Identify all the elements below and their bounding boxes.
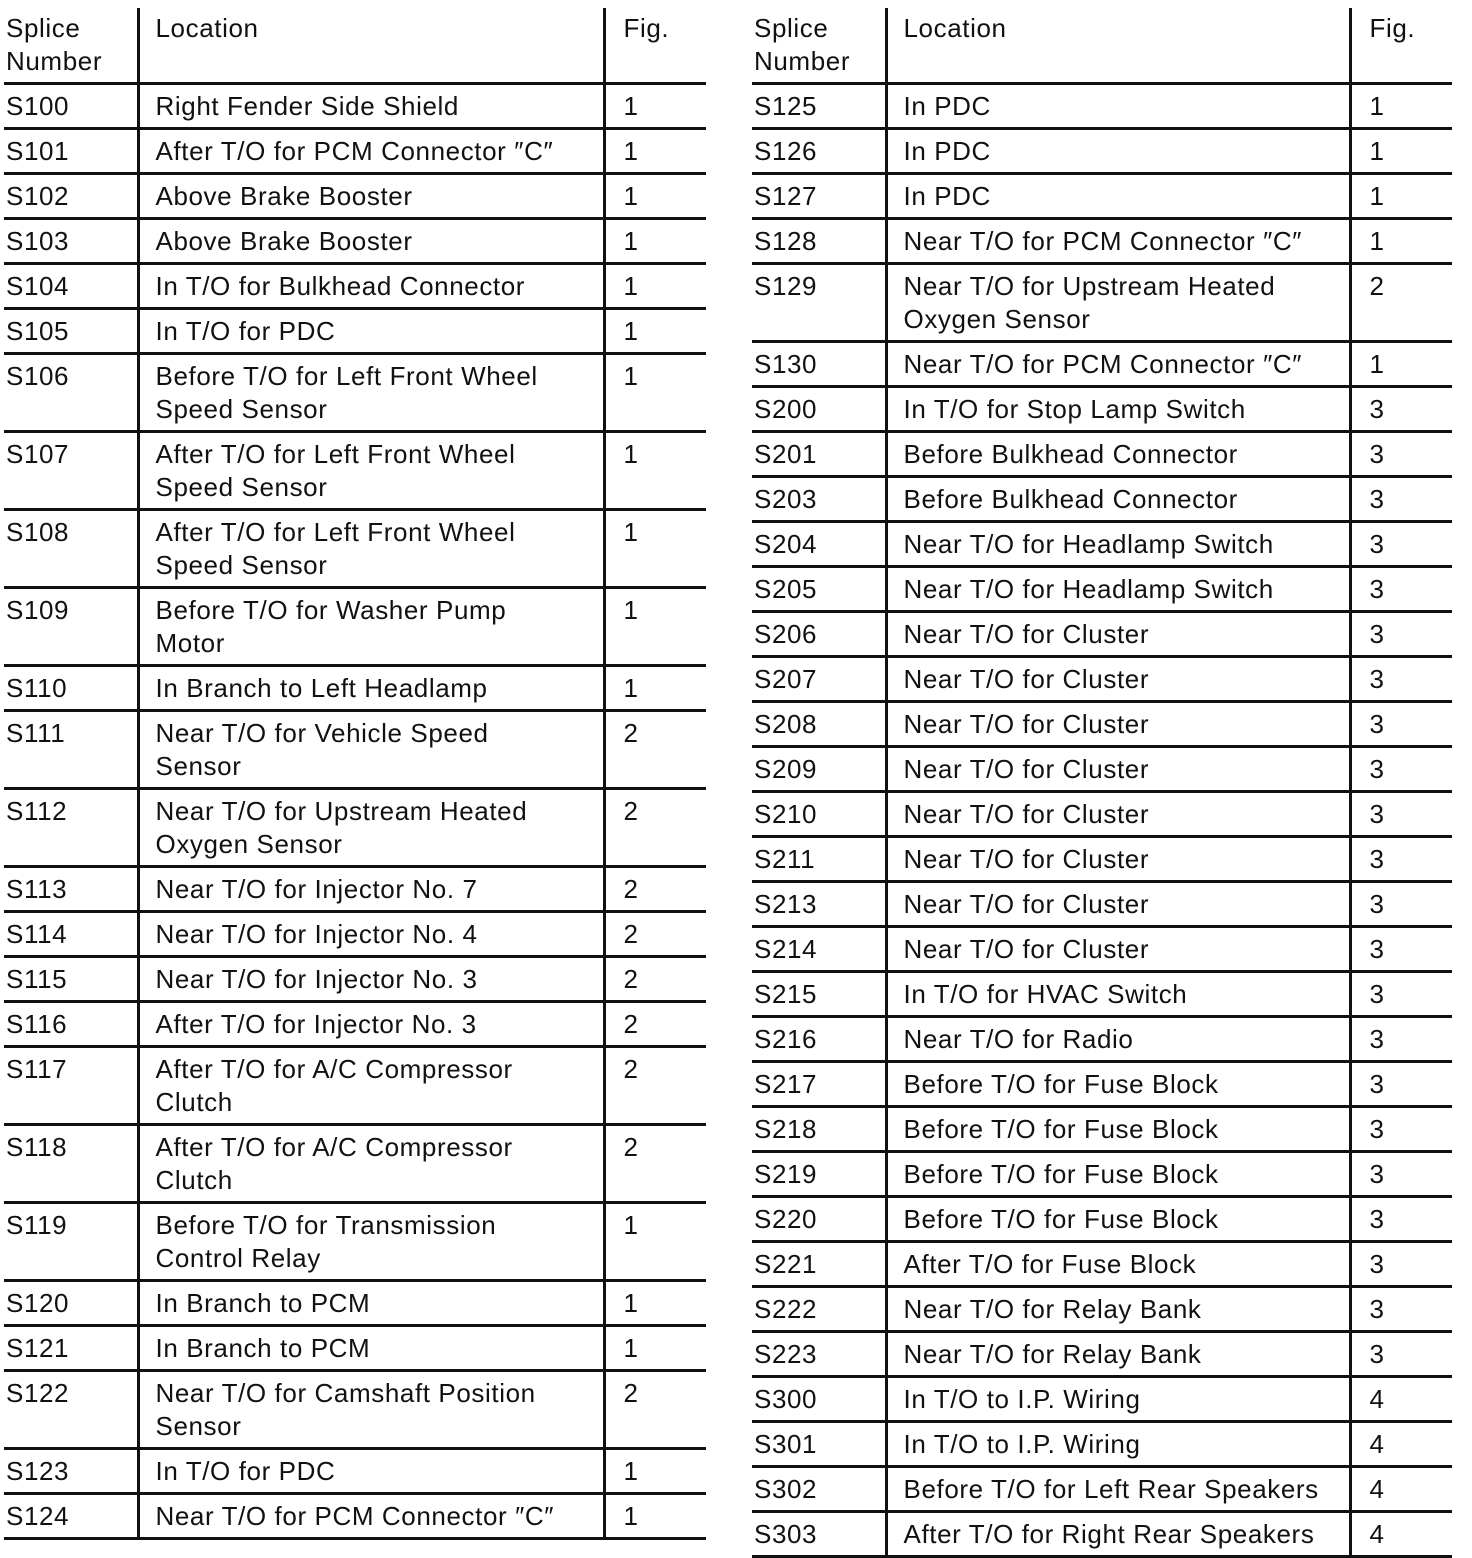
table-row <box>4 1047 706 1125</box>
splice-number-cell: S107 <box>6 439 70 469</box>
splice-number-cell: S111 <box>6 718 66 748</box>
splice-number-cell: S301 <box>754 1429 818 1459</box>
fig-cell: 1 <box>1350 219 1452 264</box>
location-cell: In T/O for Stop Lamp Switch <box>886 387 1350 432</box>
table-row <box>752 1152 1452 1197</box>
fig-cell: 1 <box>604 174 706 219</box>
header-splice-number: Splice Number <box>6 13 103 76</box>
location-cell: Above Brake Booster <box>138 219 604 264</box>
splice-number-cell: S214 <box>754 934 818 964</box>
splice-number-cell: S200 <box>754 394 818 424</box>
fig-cell: 2 <box>604 1125 706 1203</box>
splice-number-cell: S204 <box>754 529 818 559</box>
fig-cell: 1 <box>604 129 706 174</box>
location-cell: Near T/O for Cluster <box>886 792 1350 837</box>
fig-cell: 1 <box>604 666 706 711</box>
fig-cell: 4 <box>1350 1377 1452 1422</box>
table-row <box>4 1449 706 1494</box>
splice-number-cell: S121 <box>6 1333 70 1363</box>
location-cell: Near T/O for Cluster <box>886 882 1350 927</box>
table-row <box>752 1332 1452 1377</box>
splice-number-cell: S101 <box>6 136 70 166</box>
table-row <box>4 1281 706 1326</box>
splice-number-cell: S124 <box>6 1501 70 1531</box>
fig-cell: 3 <box>1350 1107 1452 1152</box>
location-cell: Near T/O for Injector No. 7 <box>138 867 604 912</box>
location-cell: Before Bulkhead Connector <box>886 477 1350 522</box>
fig-cell: 3 <box>1350 972 1452 1017</box>
location-cell: After T/O for PCM Connector ″C″ <box>138 129 604 174</box>
splice-number-cell: S109 <box>6 595 70 625</box>
location-cell: Near T/O for Relay Bank <box>886 1332 1350 1377</box>
header-row <box>752 8 1452 84</box>
fig-cell: 3 <box>1350 837 1452 882</box>
location-cell: In PDC <box>886 129 1350 174</box>
table-row <box>752 882 1452 927</box>
splice-number-cell: S211 <box>754 844 816 874</box>
table-row <box>752 342 1452 387</box>
table-row <box>752 1062 1452 1107</box>
table-row <box>752 477 1452 522</box>
header-location: Location <box>138 8 604 84</box>
location-cell: Near T/O for Upstream Heated Oxygen Sensor <box>886 264 1350 342</box>
fig-cell: 1 <box>604 309 706 354</box>
fig-cell: 3 <box>1350 927 1452 972</box>
location-cell: Near T/O for Relay Bank <box>886 1287 1350 1332</box>
location-cell: Near T/O for PCM Connector ″C″ <box>138 1494 604 1539</box>
fig-cell: 3 <box>1350 567 1452 612</box>
table-row <box>4 264 706 309</box>
location-cell: Before Bulkhead Connector <box>886 432 1350 477</box>
fig-cell: 3 <box>1350 792 1452 837</box>
table-row <box>752 129 1452 174</box>
splice-number-cell: S208 <box>754 709 818 739</box>
header-fig: Fig. <box>1350 8 1452 84</box>
fig-cell: 1 <box>1350 129 1452 174</box>
fig-cell: 1 <box>604 354 706 432</box>
splice-number-cell: S128 <box>754 226 818 256</box>
table-row <box>752 84 1452 129</box>
location-cell: Near T/O for Injector No. 4 <box>138 912 604 957</box>
splice-number-cell: S130 <box>754 349 818 379</box>
table-row <box>752 174 1452 219</box>
table-row <box>4 1002 706 1047</box>
location-cell: Near T/O for PCM Connector ″C″ <box>886 219 1350 264</box>
splice-number-cell: S123 <box>6 1456 70 1486</box>
splice-number-cell: S222 <box>754 1294 818 1324</box>
table-row <box>752 264 1452 342</box>
table-row <box>752 927 1452 972</box>
fig-cell: 3 <box>1350 1242 1452 1287</box>
fig-cell: 3 <box>1350 432 1452 477</box>
splice-number-cell: S303 <box>754 1519 818 1549</box>
location-cell: Before T/O for Washer Pump Motor <box>138 588 604 666</box>
table-row <box>752 1107 1452 1152</box>
location-cell: In T/O for PDC <box>138 309 604 354</box>
fig-cell: 3 <box>1350 657 1452 702</box>
splice-number-cell: S112 <box>6 796 68 826</box>
fig-cell: 3 <box>1350 477 1452 522</box>
fig-cell: 4 <box>1350 1467 1452 1512</box>
fig-cell: 1 <box>604 264 706 309</box>
table-row <box>4 129 706 174</box>
splice-number-cell: S201 <box>754 439 818 469</box>
splice-number-cell: S110 <box>6 673 68 703</box>
splice-number-cell: S218 <box>754 1114 818 1144</box>
fig-cell: 3 <box>1350 702 1452 747</box>
table-row <box>752 1377 1452 1422</box>
location-cell: Before T/O for Left Front Wheel Speed Sensor <box>138 354 604 432</box>
table-row <box>752 1467 1452 1512</box>
location-cell: Near T/O for Injector No. 3 <box>138 957 604 1002</box>
splice-number-cell: S129 <box>754 271 818 301</box>
splice-number-cell: S210 <box>754 799 818 829</box>
fig-cell: 1 <box>1350 174 1452 219</box>
splice-number-cell: S219 <box>754 1159 818 1189</box>
location-cell: In Branch to Left Headlamp <box>138 666 604 711</box>
splice-table-right <box>752 8 1452 1558</box>
location-cell: Near T/O for Headlamp Switch <box>886 522 1350 567</box>
location-cell: After T/O for Injector No. 3 <box>138 1002 604 1047</box>
splice-number-cell: S105 <box>6 316 70 346</box>
splice-number-cell: S104 <box>6 271 70 301</box>
splice-number-cell: S221 <box>754 1249 818 1279</box>
table-row <box>4 1371 706 1449</box>
fig-cell: 2 <box>1350 264 1452 342</box>
location-cell: In T/O to I.P. Wiring <box>886 1422 1350 1467</box>
header-splice-number: Splice Number <box>754 13 851 76</box>
splice-number-cell: S213 <box>754 889 818 919</box>
table-row <box>752 1242 1452 1287</box>
table-row <box>4 957 706 1002</box>
table-row <box>752 1512 1452 1557</box>
fig-cell: 1 <box>604 432 706 510</box>
table-row <box>752 1197 1452 1242</box>
location-cell: In T/O to I.P. Wiring <box>886 1377 1350 1422</box>
location-cell: Near T/O for Cluster <box>886 702 1350 747</box>
fig-cell: 2 <box>604 711 706 789</box>
location-cell: After T/O for Left Front Wheel Speed Sensor <box>138 432 604 510</box>
location-cell: Near T/O for Upstream Heated Oxygen Sensor <box>138 789 604 867</box>
location-cell: In T/O for HVAC Switch <box>886 972 1350 1017</box>
location-cell: Before T/O for Fuse Block <box>886 1107 1350 1152</box>
fig-cell: 3 <box>1350 1287 1452 1332</box>
location-cell: Near T/O for Cluster <box>886 927 1350 972</box>
fig-cell: 2 <box>604 912 706 957</box>
splice-number-cell: S122 <box>6 1378 70 1408</box>
splice-number-cell: S205 <box>754 574 818 604</box>
location-cell: After T/O for A/C Compressor Clutch <box>138 1125 604 1203</box>
table-row <box>4 174 706 219</box>
fig-cell: 1 <box>604 219 706 264</box>
fig-cell: 1 <box>604 588 706 666</box>
fig-cell: 2 <box>604 1047 706 1125</box>
table-row <box>752 657 1452 702</box>
fig-cell: 3 <box>1350 612 1452 657</box>
splice-number-cell: S116 <box>6 1009 68 1039</box>
splice-number-cell: S106 <box>6 361 70 391</box>
table-row <box>4 219 706 264</box>
splice-number-cell: S126 <box>754 136 818 166</box>
location-cell: Near T/O for Headlamp Switch <box>886 567 1350 612</box>
location-cell: After T/O for Right Rear Speakers <box>886 1512 1350 1557</box>
table-row <box>4 867 706 912</box>
table-row <box>752 612 1452 657</box>
location-cell: Near T/O for Cluster <box>886 657 1350 702</box>
location-cell: Above Brake Booster <box>138 174 604 219</box>
table-row <box>752 1017 1452 1062</box>
location-cell: After T/O for Fuse Block <box>886 1242 1350 1287</box>
fig-cell: 2 <box>604 957 706 1002</box>
fig-cell: 2 <box>604 867 706 912</box>
location-cell: Right Fender Side Shield <box>138 84 604 129</box>
location-cell: Near T/O for PCM Connector ″C″ <box>886 342 1350 387</box>
splice-number-cell: S215 <box>754 979 818 1009</box>
location-cell: Before T/O for Fuse Block <box>886 1152 1350 1197</box>
location-cell: Near T/O for Cluster <box>886 837 1350 882</box>
splice-table-left <box>4 8 706 1540</box>
table-row <box>752 1287 1452 1332</box>
splice-number-cell: S127 <box>754 181 818 211</box>
fig-cell: 1 <box>604 1449 706 1494</box>
table-row <box>752 522 1452 567</box>
fig-cell: 3 <box>1350 1332 1452 1377</box>
table-row <box>4 711 706 789</box>
splice-number-cell: S117 <box>6 1054 68 1084</box>
fig-cell: 3 <box>1350 747 1452 792</box>
splice-number-cell: S125 <box>754 91 818 121</box>
location-cell: Near T/O for Camshaft Position Sensor <box>138 1371 604 1449</box>
location-cell: Before T/O for Fuse Block <box>886 1062 1350 1107</box>
splice-number-cell: S220 <box>754 1204 818 1234</box>
header-fig: Fig. <box>604 8 706 84</box>
fig-cell: 3 <box>1350 387 1452 432</box>
splice-number-cell: S119 <box>6 1210 68 1240</box>
table-row <box>752 972 1452 1017</box>
fig-cell: 3 <box>1350 1062 1452 1107</box>
table-row <box>4 432 706 510</box>
fig-cell: 1 <box>604 1203 706 1281</box>
location-cell: Near T/O for Vehicle Speed Sensor <box>138 711 604 789</box>
fig-cell: 4 <box>1350 1512 1452 1557</box>
fig-cell: 3 <box>1350 1017 1452 1062</box>
location-cell: Before T/O for Left Rear Speakers <box>886 1467 1350 1512</box>
fig-cell: 1 <box>604 1494 706 1539</box>
table-row <box>4 84 706 129</box>
fig-cell: 3 <box>1350 1152 1452 1197</box>
splice-number-cell: S108 <box>6 517 70 547</box>
fig-cell: 3 <box>1350 1197 1452 1242</box>
splice-number-cell: S216 <box>754 1024 818 1054</box>
table-row <box>752 567 1452 612</box>
fig-cell: 1 <box>604 1326 706 1371</box>
table-row <box>752 1422 1452 1467</box>
table-row <box>752 702 1452 747</box>
splice-number-cell: S118 <box>6 1132 68 1162</box>
fig-cell: 2 <box>604 789 706 867</box>
location-cell: In PDC <box>886 84 1350 129</box>
header-location: Location <box>886 8 1350 84</box>
fig-cell: 1 <box>1350 84 1452 129</box>
table-row <box>4 1203 706 1281</box>
table-row <box>752 432 1452 477</box>
splice-number-cell: S114 <box>6 919 68 949</box>
table-row <box>4 912 706 957</box>
fig-cell: 1 <box>1350 342 1452 387</box>
table-row <box>4 309 706 354</box>
splice-number-cell: S300 <box>754 1384 818 1414</box>
location-cell: In T/O for PDC <box>138 1449 604 1494</box>
splice-number-cell: S206 <box>754 619 818 649</box>
fig-cell: 2 <box>604 1371 706 1449</box>
table-row <box>752 219 1452 264</box>
fig-cell: 3 <box>1350 522 1452 567</box>
location-cell: Before T/O for Fuse Block <box>886 1197 1350 1242</box>
fig-cell: 2 <box>604 1002 706 1047</box>
table-row <box>752 387 1452 432</box>
splice-number-cell: S203 <box>754 484 818 514</box>
table-row <box>4 789 706 867</box>
splice-number-cell: S302 <box>754 1474 818 1504</box>
splice-number-cell: S100 <box>6 91 70 121</box>
table-row <box>4 666 706 711</box>
fig-cell: 3 <box>1350 882 1452 927</box>
header-row <box>4 8 706 84</box>
splice-number-cell: S103 <box>6 226 70 256</box>
location-cell: After T/O for Left Front Wheel Speed Sensor <box>138 510 604 588</box>
splice-number-cell: S223 <box>754 1339 818 1369</box>
location-cell: In Branch to PCM <box>138 1326 604 1371</box>
splice-number-cell: S120 <box>6 1288 70 1318</box>
location-cell: In Branch to PCM <box>138 1281 604 1326</box>
fig-cell: 1 <box>604 84 706 129</box>
location-cell: In PDC <box>886 174 1350 219</box>
location-cell: After T/O for A/C Compressor Clutch <box>138 1047 604 1125</box>
table-row <box>4 354 706 432</box>
table-row <box>4 1125 706 1203</box>
table-row <box>752 747 1452 792</box>
location-cell: Near T/O for Cluster <box>886 612 1350 657</box>
fig-cell: 1 <box>604 510 706 588</box>
splice-number-cell: S115 <box>6 964 68 994</box>
table-row <box>4 1326 706 1371</box>
table-row <box>752 792 1452 837</box>
location-cell: In T/O for Bulkhead Connector <box>138 264 604 309</box>
splice-number-cell: S113 <box>6 874 68 904</box>
splice-number-cell: S217 <box>754 1069 818 1099</box>
fig-cell: 4 <box>1350 1422 1452 1467</box>
location-cell: Before T/O for Transmission Control Relay <box>138 1203 604 1281</box>
fig-cell: 1 <box>604 1281 706 1326</box>
table-row <box>4 510 706 588</box>
location-cell: Near T/O for Cluster <box>886 747 1350 792</box>
table-row <box>4 588 706 666</box>
splice-number-cell: S207 <box>754 664 818 694</box>
table-row <box>4 1494 706 1539</box>
location-cell: Near T/O for Radio <box>886 1017 1350 1062</box>
splice-number-cell: S102 <box>6 181 70 211</box>
table-row <box>752 837 1452 882</box>
splice-number-cell: S209 <box>754 754 818 784</box>
